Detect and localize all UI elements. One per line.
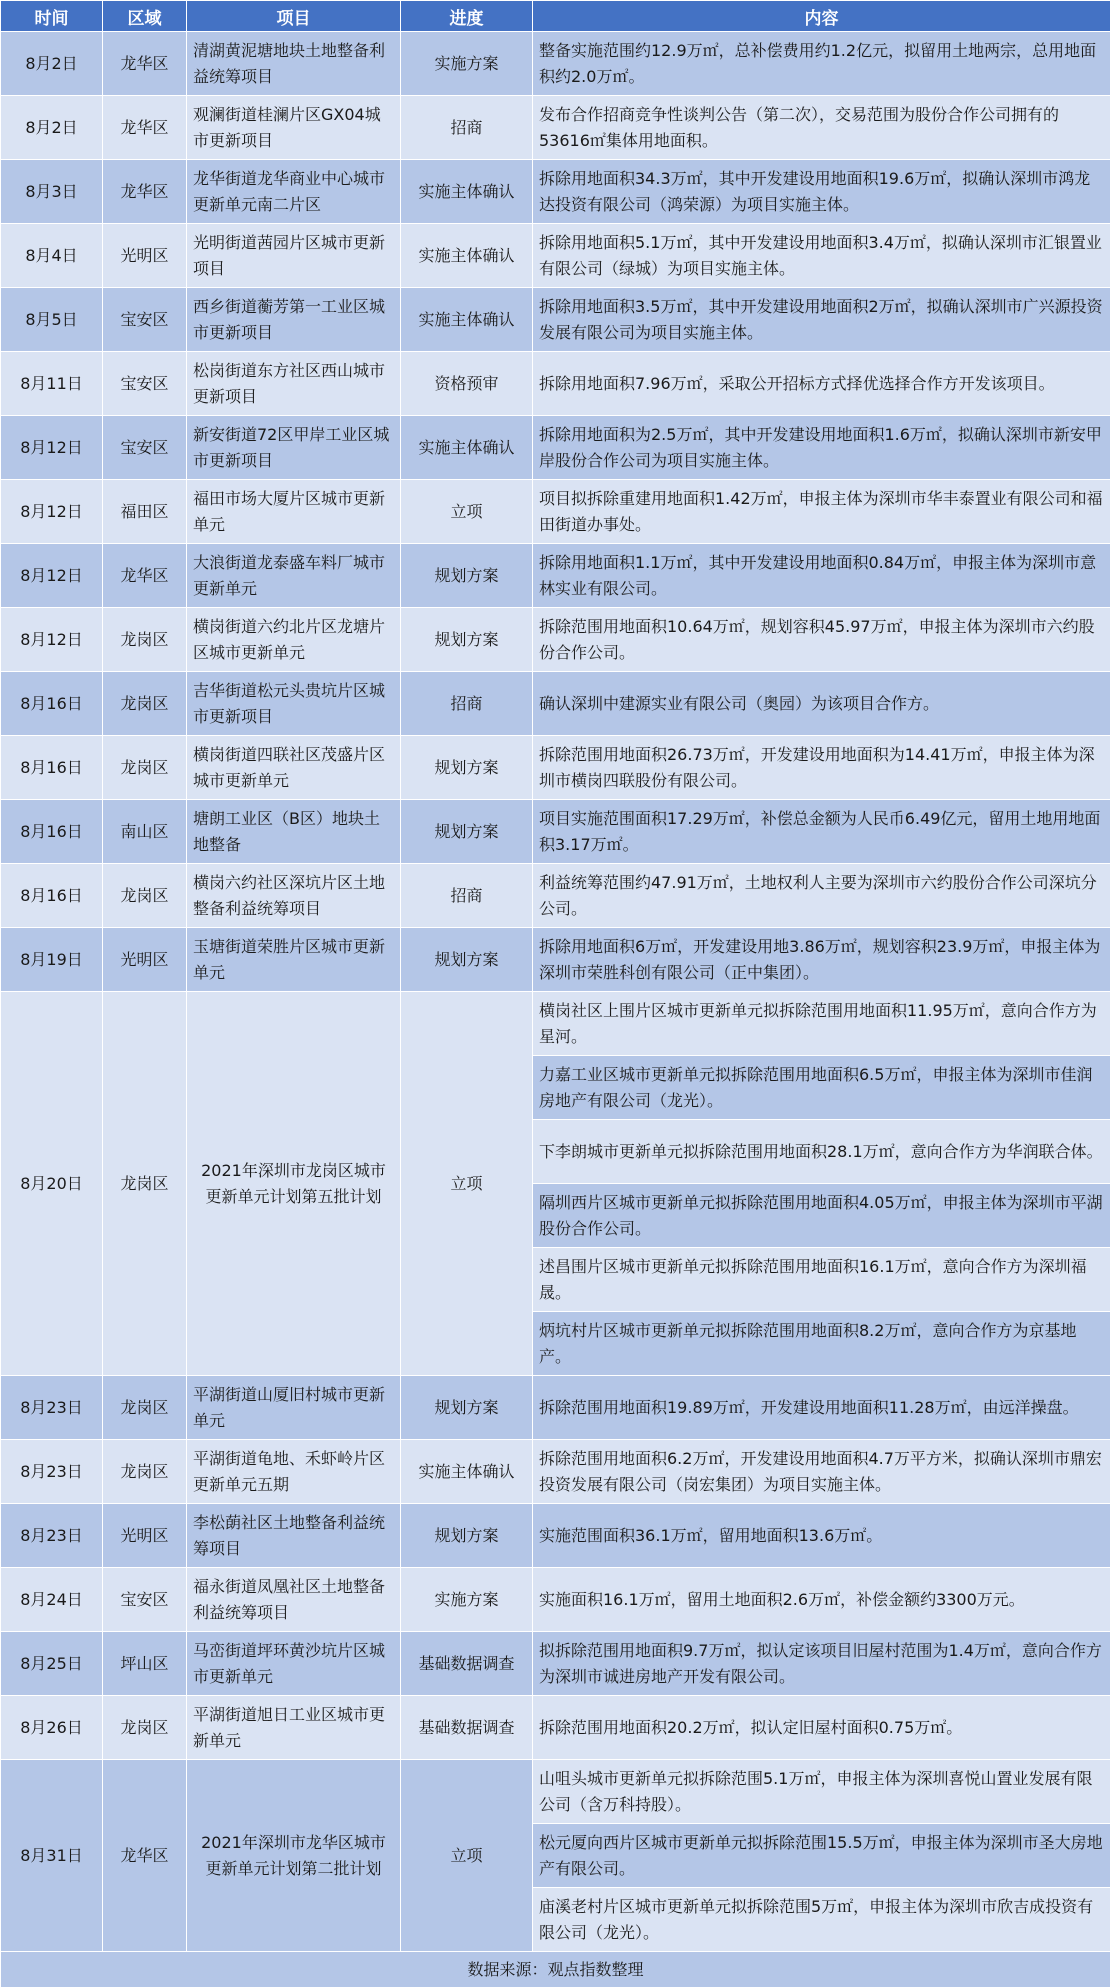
- header-content: 内容: [533, 1, 1110, 32]
- region-cell: 宝安区: [103, 1568, 187, 1632]
- header-project: 项目: [187, 1, 401, 32]
- date-cell: 8月12日: [1, 416, 103, 480]
- date-cell: 8月5日: [1, 288, 103, 352]
- progress-cell: 实施主体确认: [401, 288, 533, 352]
- region-cell: 龙华区: [103, 544, 187, 608]
- project-cell: 平湖街道龟地、禾虾岭片区更新单元五期: [187, 1440, 401, 1504]
- project-cell: 2021年深圳市龙岗区城市更新单元计划第五批计划: [187, 992, 401, 1376]
- project-cell: 塘朗工业区（B区）地块土地整备: [187, 800, 401, 864]
- content-cell: 拆除用地面积5.1万㎡，其中开发建设用地面积3.4万㎡，拟确认深圳市汇银置业有限公司（绿城）为项目实施主体。: [533, 224, 1110, 288]
- date-cell: 8月2日: [1, 32, 103, 96]
- project-cell: 新安街道72区甲岸工业区城市更新项目: [187, 416, 401, 480]
- content-cell: 实施范围面积36.1万㎡，留用地面积13.6万㎡。: [533, 1504, 1110, 1568]
- table-row: [1, 96, 1110, 160]
- content-cell: 项目实施范围面积17.29万㎡，补偿总金额为人民币6.49亿元，留用土地用地面积3.17万㎡。: [533, 800, 1110, 864]
- date-cell: 8月2日: [1, 96, 103, 160]
- date-cell: 8月12日: [1, 480, 103, 544]
- progress-cell: 招商: [401, 864, 533, 928]
- region-cell: 光明区: [103, 224, 187, 288]
- table-row: [1, 352, 1110, 416]
- progress-cell: 基础数据调查: [401, 1632, 533, 1696]
- table-row: [1, 544, 1110, 608]
- project-cell: 福田市场大厦片区城市更新单元: [187, 480, 401, 544]
- progress-cell: 规划方案: [401, 544, 533, 608]
- project-cell: 龙华街道龙华商业中心城市更新单元南二片区: [187, 160, 401, 224]
- content-subitem: 炳坑村片区城市更新单元拟拆除范围用地面积8.2万㎡，意向合作方为京基地产。: [533, 1312, 1110, 1376]
- table-row: [1, 1440, 1110, 1504]
- date-cell: 8月23日: [1, 1440, 103, 1504]
- table-row: [1, 480, 1110, 544]
- content-cell: 拆除用地面积6万㎡，开发建设用地3.86万㎡，规划容积23.9万㎡，申报主体为深圳市荣胜科创有限公司（正中集团）。: [533, 928, 1110, 992]
- content-cell: 实施面积16.1万㎡，留用土地面积2.6万㎡，补偿金额约3300万元。: [533, 1568, 1110, 1632]
- progress-cell: 规划方案: [401, 1376, 533, 1440]
- date-cell: 8月26日: [1, 1696, 103, 1760]
- progress-cell: 规划方案: [401, 608, 533, 672]
- region-cell: 龙岗区: [103, 992, 187, 1376]
- content-subitem: 山咀头城市更新单元拟拆除范围5.1万㎡，申报主体为深圳喜悦山置业发展有限公司（含万科持股）。: [533, 1760, 1110, 1824]
- date-cell: 8月24日: [1, 1568, 103, 1632]
- region-cell: 龙华区: [103, 96, 187, 160]
- project-cell: 横岗街道四联社区茂盛片区城市更新单元: [187, 736, 401, 800]
- content-cell: 拆除用地面积1.1万㎡，其中开发建设用地面积0.84万㎡，申报主体为深圳市意林实业有限公司。: [533, 544, 1110, 608]
- table-row: [1, 1696, 1110, 1760]
- table-row: [1, 736, 1110, 800]
- project-cell: 福永街道凤凰社区土地整备利益统筹项目: [187, 1568, 401, 1632]
- region-cell: 光明区: [103, 1504, 187, 1568]
- region-cell: 龙岗区: [103, 1696, 187, 1760]
- project-cell: 松岗街道东方社区西山城市更新项目: [187, 352, 401, 416]
- progress-cell: 立项: [401, 1760, 533, 1952]
- date-cell: 8月23日: [1, 1376, 103, 1440]
- date-cell: 8月4日: [1, 224, 103, 288]
- progress-cell: 招商: [401, 672, 533, 736]
- content-cell: 拆除用地面积为2.5万㎡，其中开发建设用地面积1.6万㎡，拟确认深圳市新安甲岸股份合作公司为项目实施主体。: [533, 416, 1110, 480]
- progress-cell: 实施主体确认: [401, 160, 533, 224]
- project-cell: 玉塘街道荣胜片区城市更新单元: [187, 928, 401, 992]
- date-cell: 8月16日: [1, 864, 103, 928]
- date-cell: 8月20日: [1, 992, 103, 1376]
- region-cell: 南山区: [103, 800, 187, 864]
- content-cell: 利益统筹范围约47.91万㎡，土地权利人主要为深圳市六约股份合作公司深坑分公司。: [533, 864, 1110, 928]
- content-cell: 项目拟拆除重建用地面积1.42万㎡，申报主体为深圳市华丰泰置业有限公司和福田街道办事处。: [533, 480, 1110, 544]
- project-cell: 平湖街道旭日工业区城市更新单元: [187, 1696, 401, 1760]
- progress-cell: 招商: [401, 96, 533, 160]
- date-cell: 8月16日: [1, 800, 103, 864]
- header-progress: 进度: [401, 1, 533, 32]
- date-cell: 8月12日: [1, 544, 103, 608]
- table-row: [1, 416, 1110, 480]
- progress-cell: 资格预审: [401, 352, 533, 416]
- date-cell: 8月25日: [1, 1632, 103, 1696]
- project-cell: 2021年深圳市龙华区城市更新单元计划第二批计划: [187, 1760, 401, 1952]
- date-cell: 8月16日: [1, 672, 103, 736]
- progress-cell: 实施主体确认: [401, 224, 533, 288]
- progress-cell: 规划方案: [401, 736, 533, 800]
- content-subitem: 隔圳西片区城市更新单元拟拆除范围用地面积4.05万㎡，申报主体为深圳市平湖股份合作公司。: [533, 1184, 1110, 1248]
- content-cell: 拆除范围用地面积19.89万㎡，开发建设用地面积11.28万㎡，由远洋操盘。: [533, 1376, 1110, 1440]
- content-cell: 确认深圳中建源实业有限公司（奥园）为该项目合作方。: [533, 672, 1110, 736]
- content-cell: 拆除范围用地面积10.64万㎡，规划容积45.97万㎡，申报主体为深圳市六约股份合作公司。: [533, 608, 1110, 672]
- project-cell: 光明街道茜园片区城市更新项目: [187, 224, 401, 288]
- project-cell: 横岗六约社区深坑片区土地整备利益统筹项目: [187, 864, 401, 928]
- table-row: [1, 288, 1110, 352]
- progress-cell: 立项: [401, 992, 533, 1376]
- content-cell: 整备实施范围约12.9万㎡，总补偿费用约1.2亿元，拟留用土地两宗，总用地面积约2.0万㎡。: [533, 32, 1110, 96]
- project-cell: 大浪街道龙泰盛车料厂城市更新单元: [187, 544, 401, 608]
- content-cell: 拆除范围用地面积26.73万㎡，开发建设用地面积为14.41万㎡，申报主体为深圳市横岗四联股份有限公司。: [533, 736, 1110, 800]
- project-cell: 李松蓢社区土地整备利益统筹项目: [187, 1504, 401, 1568]
- content-cell: 发布合作招商竞争性谈判公告（第二次），交易范围为股份合作公司拥有的53616㎡集体用地面积。: [533, 96, 1110, 160]
- progress-cell: 实施方案: [401, 32, 533, 96]
- header-date: 时间: [1, 1, 103, 32]
- content-subitem: 庙溪老村片区城市更新单元拟拆除范围5万㎡，申报主体为深圳市欣吉成投资有限公司（龙光）。: [533, 1888, 1110, 1952]
- project-cell: 清湖黄泥塘地块土地整备利益统筹项目: [187, 32, 401, 96]
- date-cell: 8月19日: [1, 928, 103, 992]
- project-cell: 吉华街道松元头贵坑片区城市更新项目: [187, 672, 401, 736]
- table-row: [1, 992, 1110, 1056]
- progress-cell: 规划方案: [401, 800, 533, 864]
- content-cell: 拟拆除范围用地面积9.7万㎡，拟认定该项目旧屋村范围为1.4万㎡，意向合作方为深圳市诚进房地产开发有限公司。: [533, 1632, 1110, 1696]
- project-cell: 横岗街道六约北片区龙塘片区城市更新单元: [187, 608, 401, 672]
- region-cell: 龙岗区: [103, 1440, 187, 1504]
- table-row: [1, 32, 1110, 96]
- progress-cell: 实施主体确认: [401, 416, 533, 480]
- region-cell: 龙岗区: [103, 672, 187, 736]
- header-row: [1, 1, 1110, 32]
- content-cell: 拆除用地面积7.96万㎡，采取公开招标方式择优选择合作方开发该项目。: [533, 352, 1110, 416]
- region-cell: 坪山区: [103, 1632, 187, 1696]
- progress-cell: 基础数据调查: [401, 1696, 533, 1760]
- table-row: [1, 1760, 1110, 1824]
- region-cell: 龙华区: [103, 160, 187, 224]
- region-cell: 龙华区: [103, 32, 187, 96]
- region-cell: 宝安区: [103, 352, 187, 416]
- region-cell: 宝安区: [103, 416, 187, 480]
- content-subitem: 述昌围片区城市更新单元拟拆除范围用地面积16.1万㎡，意向合作方为深圳福晟。: [533, 1248, 1110, 1312]
- date-cell: 8月12日: [1, 608, 103, 672]
- content-cell: 拆除范围用地面积6.2万㎡，开发建设用地面积4.7万平方米，拟确认深圳市鼎宏投资发展有限公司（岗宏集团）为项目实施主体。: [533, 1440, 1110, 1504]
- date-cell: 8月11日: [1, 352, 103, 416]
- table-row: [1, 864, 1110, 928]
- table-row: [1, 1376, 1110, 1440]
- content-subitem: 松元厦向西片区城市更新单元拟拆除范围15.5万㎡，申报主体为深圳市圣大房地产有限公司。: [533, 1824, 1110, 1888]
- region-cell: 福田区: [103, 480, 187, 544]
- table-row: [1, 800, 1110, 864]
- header-region: 区域: [103, 1, 187, 32]
- content-cell: 拆除用地面积34.3万㎡，其中开发建设用地面积19.6万㎡，拟确认深圳市鸿龙达投资有限公司（鸿荣源）为项目实施主体。: [533, 160, 1110, 224]
- region-cell: 龙岗区: [103, 608, 187, 672]
- footer-row: [1, 1952, 1110, 1988]
- table-row: [1, 672, 1110, 736]
- project-cell: 平湖街道山厦旧村城市更新单元: [187, 1376, 401, 1440]
- table-row: [1, 608, 1110, 672]
- table-row: [1, 160, 1110, 224]
- table-row: [1, 1568, 1110, 1632]
- content-subitem: 横岗社区上围片区城市更新单元拟拆除范围用地面积11.95万㎡，意向合作方为星河。: [533, 992, 1110, 1056]
- table-row: [1, 928, 1110, 992]
- content-cell: 拆除用地面积3.5万㎡，其中开发建设用地面积2万㎡，拟确认深圳市广兴源投资发展有限公司为项目实施主体。: [533, 288, 1110, 352]
- progress-cell: 立项: [401, 480, 533, 544]
- date-cell: 8月23日: [1, 1504, 103, 1568]
- region-cell: 宝安区: [103, 288, 187, 352]
- region-cell: 龙岗区: [103, 864, 187, 928]
- progress-cell: 规划方案: [401, 1504, 533, 1568]
- date-cell: 8月31日: [1, 1760, 103, 1952]
- date-cell: 8月16日: [1, 736, 103, 800]
- progress-cell: 实施主体确认: [401, 1440, 533, 1504]
- date-cell: 8月3日: [1, 160, 103, 224]
- progress-cell: 实施方案: [401, 1568, 533, 1632]
- region-cell: 龙岗区: [103, 736, 187, 800]
- region-cell: 光明区: [103, 928, 187, 992]
- table-row: [1, 224, 1110, 288]
- table-row: [1, 1504, 1110, 1568]
- table-row: [1, 1632, 1110, 1696]
- project-cell: 马峦街道坪环黄沙坑片区城市更新单元: [187, 1632, 401, 1696]
- region-cell: 龙岗区: [103, 1376, 187, 1440]
- data-source-note: 数据来源：观点指数整理: [1, 1952, 1110, 1988]
- progress-cell: 规划方案: [401, 928, 533, 992]
- project-cell: 西乡街道蘅芳第一工业区城市更新项目: [187, 288, 401, 352]
- content-cell: 拆除范围用地面积20.2万㎡，拟认定旧屋村面积0.75万㎡。: [533, 1696, 1110, 1760]
- content-subitem: 力嘉工业区城市更新单元拟拆除范围用地面积6.5万㎡，申报主体为深圳市佳润房地产有限公司（龙光）。: [533, 1056, 1110, 1120]
- content-subitem: 下李朗城市更新单元拟拆除范围用地面积28.1万㎡，意向合作方为华润联合体。: [533, 1120, 1110, 1184]
- region-cell: 龙华区: [103, 1760, 187, 1952]
- project-cell: 观澜街道桂澜片区GX04城市更新项目: [187, 96, 401, 160]
